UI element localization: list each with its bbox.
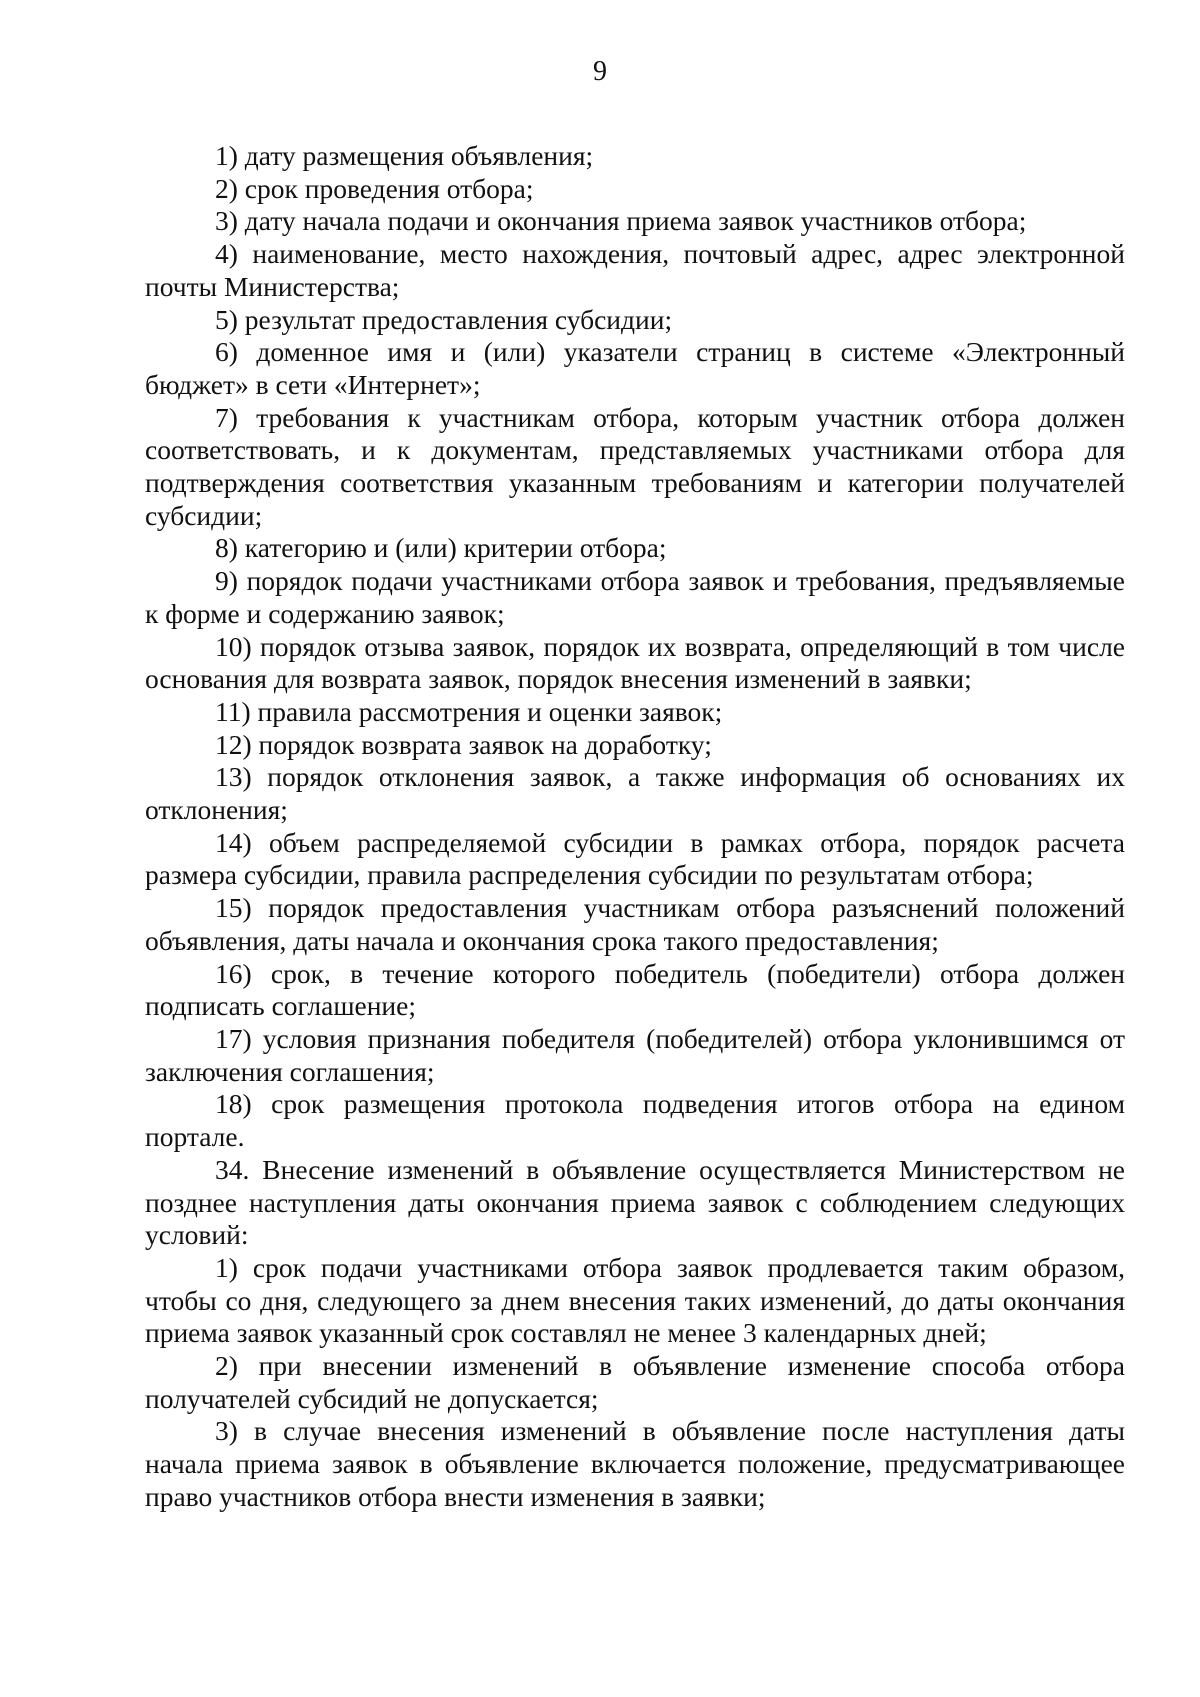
list-item: 1) дату размещения объявления; — [215, 140, 594, 171]
list-item: 10) порядок отзыва заявок, порядок их возврата, определяющий в том числе основания для возврата заявок, порядок внесения изменений в заявки; — [145, 630, 1125, 695]
list-item: 17) условия признания победителя (победителей) отбора уклонившимся от заключения соглашения; — [145, 1022, 1125, 1087]
section-paragraph: 34. Внесение изменений в объявление осуществляется Министерством не позднее наступления даты окончания приема заявок с соблюдением следующих условий: — [145, 1153, 1125, 1251]
list-item: 15) порядок предоставления участникам отбора разъяснений положений объявления, даты начала и окончания срока такого предоставления; — [145, 892, 1125, 956]
list-item: 2) срок проведения отбора; — [215, 172, 534, 204]
list-item: 5) результат предоставления субсидии; — [215, 303, 673, 335]
list-item: 2) при внесении изменений в объявление изменение способа отбора получателей субсидий не допускается; — [145, 1350, 1125, 1414]
list-item: 13) порядок отклонения заявок, а также информация об основаниях их отклонения; — [145, 761, 1125, 826]
list-item: 7) требования к участникам отбора, которым участник отбора должен соответствовать, и к документам, представляемых участниками отбора для подтверждения соответствия указанным требованиям и категории получателей субсидии; — [145, 401, 1125, 531]
list-item: 6) доменное имя и (или) указатели страниц в системе «Электронный бюджет» в сети «Интернет»; — [145, 336, 1125, 400]
list-item: 9) порядок подачи участниками отбора заявок и требования, предъявляемые к форме и содержанию заявок; — [145, 565, 1125, 629]
list-item: 18) срок размещения протокола подведения итогов отбора на едином портале. — [145, 1088, 1125, 1153]
list-item: 8) категорию и (или) критерии отбора; — [215, 532, 667, 564]
document-body — [145, 140, 1125, 1514]
page-number: 9 — [593, 56, 607, 87]
list-item: 11) правила рассмотрения и оценки заявок; — [215, 695, 723, 727]
list-item: 3) в случае внесения изменений в объявление после наступления даты начала приема заявок в объявление включается положение, предусматривающее право участников отбора внести изменения в заявки; — [145, 1415, 1125, 1512]
list-item: 12) порядок возврата заявок на доработку; — [215, 728, 712, 760]
list-item: 16) срок, в течение которого победитель (победители) отбора должен подписать соглашение; — [145, 957, 1125, 1022]
list-item: 4) наименование, место нахождения, почтовый адрес, адрес электронной почты Министерства; — [145, 238, 1125, 302]
list-item: 14) объем распределяемой субсидии в рамках отбора, порядок расчета размера субсидии, правила распределения субсидии по результатам отбора; — [145, 826, 1125, 891]
list-item: 3) дату начала подачи и окончания приема заявок участников отбора; — [215, 205, 1027, 237]
list-item: 1) срок подачи участниками отбора заявок продлевается таким образом, чтобы со дня, следующего за днем внесения таких изменений, до даты окончания приема заявок указанный срок составлял не менее 3 календарных дней; — [145, 1251, 1125, 1349]
